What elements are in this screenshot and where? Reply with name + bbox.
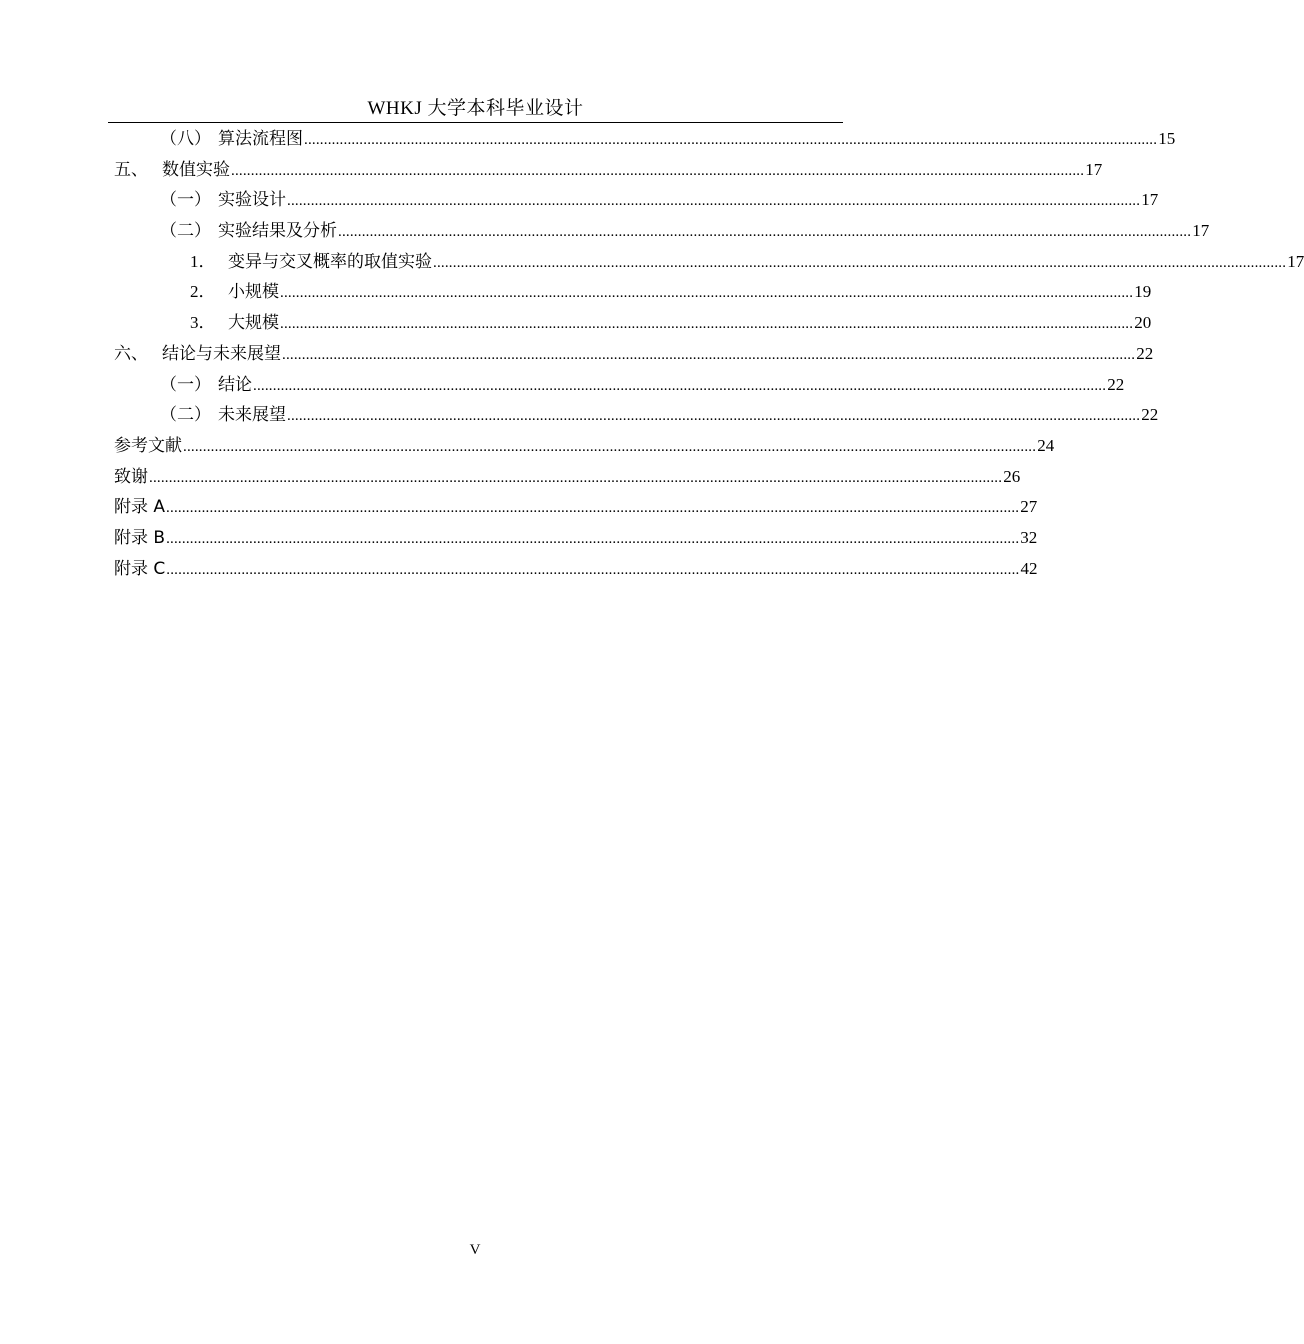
table-of-contents [114, 124, 1304, 584]
toc-entry-title: 算法流程图 [218, 129, 303, 149]
toc-dot-leader: ........................................................................................................................................................................................................................ [280, 316, 1134, 333]
toc-entry-number: 六、 [114, 343, 148, 364]
toc-entry-page: 42 [1020, 558, 1038, 578]
page-header [108, 96, 843, 123]
header-title: WHKJ 大学本科毕业设计 [367, 98, 584, 119]
toc-entry-title: 实验设计 [218, 190, 286, 211]
toc-entry-number: 1． [190, 251, 216, 271]
toc-entry[interactable] [114, 523, 1038, 554]
toc-entry-number: （八） [160, 129, 211, 149]
toc-entry-page: 27 [1020, 497, 1038, 517]
toc-entry-number: （二） [160, 221, 211, 242]
toc-dot-leader: ........................................................................................................................................................................................................................ [253, 377, 1107, 394]
toc-entry-title: 实验结果及分析 [218, 221, 337, 242]
toc-dot-leader: ........................................................................................................................................................................................................................ [287, 408, 1141, 425]
toc-entry-title: 变异与交叉概率的取值实验 [228, 251, 432, 272]
toc-dot-leader: ........................................................................................................................................................................................................................ [149, 469, 1003, 486]
toc-entry[interactable] [114, 370, 1125, 401]
toc-entry-title: 未来展望 [218, 405, 286, 426]
toc-dot-leader: ........................................................................................................................................................................................................................ [231, 162, 1085, 179]
toc-entry[interactable] [114, 462, 1021, 493]
toc-entry[interactable] [114, 185, 1159, 216]
toc-entry-title: 小规模 [228, 282, 279, 303]
toc-dot-leader: ........................................................................................................................................................................................................................ [433, 254, 1287, 271]
toc-entry-title: 附录 A [114, 497, 166, 518]
toc-entry[interactable] [114, 492, 1038, 523]
toc-entry-page: 32 [1020, 527, 1038, 547]
toc-entry-number: 五、 [114, 159, 148, 180]
toc-entry[interactable] [114, 400, 1159, 431]
toc-entry[interactable] [114, 155, 1103, 186]
toc-dot-leader: ........................................................................................................................................................................................................................ [287, 193, 1141, 210]
toc-entry-page: 15 [1158, 129, 1176, 148]
toc-entry-number: 2． [190, 282, 216, 302]
toc-dot-leader: ........................................................................................................................................................................................................................ [166, 561, 1020, 578]
toc-entry-title: 参考文献 [114, 435, 182, 456]
toc-entry-number: 3． [190, 313, 216, 333]
page-footer [0, 1242, 950, 1259]
toc-entry-page: 26 [1003, 466, 1021, 486]
toc-entry[interactable] [114, 554, 1038, 585]
toc-dot-leader: ........................................................................................................................................................................................................................ [166, 500, 1020, 517]
toc-entry[interactable] [114, 431, 1055, 462]
toc-dot-leader: ........................................................................................................................................................................................................................ [280, 285, 1134, 302]
toc-entry-page: 17 [1192, 221, 1210, 241]
toc-entry-page: 22 [1107, 374, 1125, 394]
toc-entry-page: 22 [1136, 343, 1154, 363]
toc-entry-page: 17 [1287, 251, 1304, 271]
toc-entry-page: 19 [1134, 282, 1152, 302]
toc-dot-leader: ........................................................................................................................................................................................................................ [304, 132, 1158, 148]
toc-entry-number: （二） [160, 405, 211, 426]
toc-entry-page: 17 [1141, 190, 1159, 210]
toc-dot-leader: ........................................................................................................................................................................................................................ [166, 530, 1020, 547]
toc-entry-number: （一） [160, 374, 211, 395]
toc-entry-title: 大规模 [228, 313, 279, 334]
toc-entry-title: 数值实验 [162, 159, 230, 180]
toc-entry-title: 结论与未来展望 [162, 343, 281, 364]
toc-entry-page: 17 [1085, 159, 1103, 179]
page-number: V [469, 1242, 481, 1258]
toc-entry-title: 附录 B [114, 527, 166, 548]
toc-entry[interactable] [114, 339, 1154, 370]
toc-dot-leader: ........................................................................................................................................................................................................................ [183, 438, 1037, 455]
toc-entry-page: 20 [1134, 313, 1152, 333]
toc-entry-title: 结论 [218, 374, 252, 395]
toc-entry[interactable] [114, 308, 1152, 339]
toc-entry[interactable] [114, 216, 1210, 247]
toc-dot-leader: ........................................................................................................................................................................................................................ [338, 224, 1192, 241]
toc-entry-page: 22 [1141, 405, 1159, 425]
toc-entry-title: 附录 C [114, 558, 166, 579]
toc-entry-number: （一） [160, 190, 211, 211]
toc-entry-page: 24 [1037, 435, 1055, 455]
toc-entry[interactable] [114, 124, 1176, 155]
toc-entry-title: 致谢 [114, 466, 148, 487]
toc-dot-leader: ........................................................................................................................................................................................................................ [282, 346, 1136, 363]
toc-entry[interactable] [114, 247, 1304, 278]
toc-entry[interactable] [114, 277, 1152, 308]
